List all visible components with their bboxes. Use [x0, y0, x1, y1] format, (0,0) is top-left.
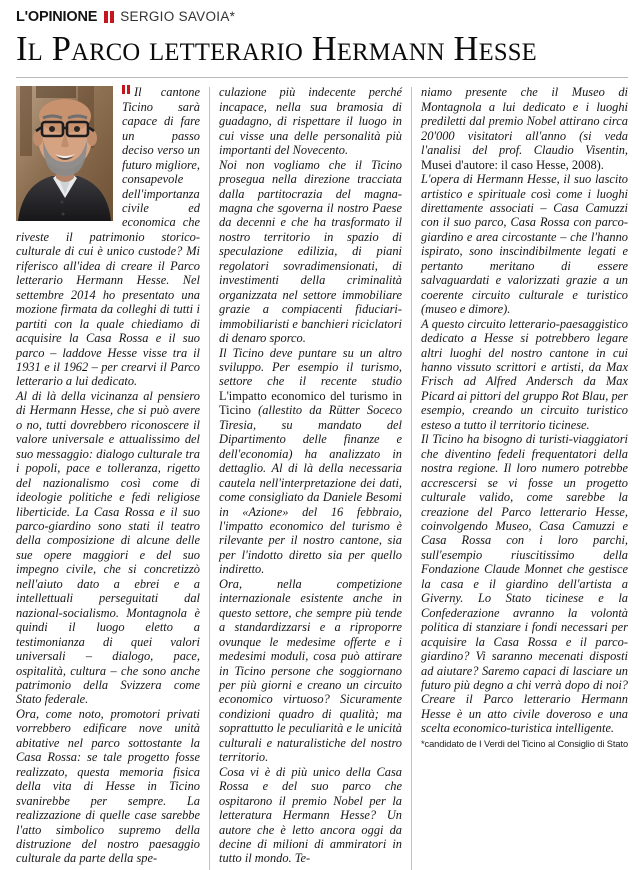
footnote: *candidato de I Verdi del Ticino al Consiglio di Stato [421, 738, 629, 749]
paragraph: Noi non vogliamo che il Ticino prosegua nella direzione tracciata dalla partitocrazia del magna-magna che sgoverna il nostro Paese da decenni e che ha trasformato il nostro territorio in spazio di speculazione edilizia, di piani regolatori sovradimensionati, di investimenti della criminalità organizzata nel settore immobiliare grazie a compiacenti fiduciari-immobiliaristi e banchieri riciclatori di denaro sporco. [219, 157, 402, 346]
portrait-image [16, 86, 113, 221]
article-columns [16, 85, 628, 865]
paragraph-text: niamo presente che il Museo di Montagnola a lui dedicato e i luoghi prediletti dal premio Nobel attirano circa 20'000 visitatori all'anno (si veda l'analisi del prof. Claudio Visentin, [421, 85, 628, 158]
red-bars-icon [104, 11, 114, 23]
paragraph-text: Il Ticino deve puntare su un altro sviluppo. Per esempio il turismo, settore che il recente studio [219, 345, 402, 389]
paragraph: Cosa vi è di più unico della Casa Rossa e del suo parco che ospitarono il premio Nobel per la letteratura Hermann Hesse? Un autore che è letto ancora oggi da decine di milioni di ammiratori in tutto il mondo. Te- [219, 764, 402, 866]
paragraph [421, 85, 628, 172]
paragraph-text: 2008). [568, 157, 604, 172]
paragraph: A questo circuito letterario-paesaggistico dedicato a Hesse si potrebbero legare altri luoghi del nostro cantone in cui hanno vissuto scrittori e artisti, da Max Frisch ad Alfred Andersch da Max Picard ai pittori del gruppo Rot Blau, per esempio, creando un circuito turistico esteso a tutto il territorio ticinese. [421, 316, 628, 432]
kicker-label: L'OPINIONE [16, 8, 98, 25]
book-title: Musei d'autore: il caso Hesse, [421, 157, 569, 172]
study-title: L'impatto economico del turismo in Ticino [219, 388, 402, 418]
paragraph-text: (allestito da Rütter Soceco Tiresia, su mandato del Dipartimento delle finanze e dell'economia) ha analizzato in dettaglio. Al di là della necessaria cautela nell'interpretazione dei dati, come consigliato da Daniele Besomi in «Azione» del 16 febbraio, l'impatto economico del turismo è rilevante per il nostro cantone, sia per l'indotto diretto sia per quello indiretto. [219, 403, 402, 577]
column-3 [411, 85, 628, 865]
column-2-text [219, 85, 402, 865]
lead-paragraph-text: Il cantone Ticino sarà capace di fare un passo deciso verso un futuro migliore, consapevole dell'importanza civile ed economica che riveste il patrimonio storico-culturale di cui è unico custode? Mi riferisco all'idea di creare il Parco letterario Hermann Hesse. Nel settembre 2014 ho presentato una mozione firmata da colleghi di tutti i partiti con la quale chiediamo di acquisire la Casa Rossa e il suo parco – laddove Hesse visse tra il 1931 e il 1962 – per crearvi il Parco letterario a lui dedicato. [16, 85, 200, 389]
paragraph: culazione più indecente perché incapace, nella sua bramosia di guadagno, di rispettare il luogo in cui visse una delle personalità più importanti del Novecento. [219, 85, 402, 158]
paragraph: L'opera di Hermann Hesse, il suo lascito artistico e spirituale così come i luoghi direttamente associati – Casa Camuzzi con il suo parco, Casa Rossa con parco-giardino e area circostante – che l'hanno ispirato, sono inscindibilmente legati e pertanto meritano di essere salvaguardati e valorizzati grazie a un coerente circuito culturale e turistico (museo e dimore). [421, 172, 628, 317]
paragraph: Ora, nella competizione internazionale esistente anche in questo settore, che sempre più tende a standardizzarsi e a riproporre ovunque le medesime offerte e i medesimi moduli, cosa può attirare in Ticino persone che soggiornano per più giorni e creano un circuito economico virtuoso? Sicuramente condizioni quadro di qualità; ma soprattutto le peculiarità e le unicità culturali e naturalistiche del nostro territorio. [219, 576, 402, 765]
paragraph: Al di là della vicinanza al pensiero di Hermann Hesse, che si può avere o no, tutti dovrebbero riconoscere il valore universale e attualissimo del suo messaggio: dialogo culturale tra i popoli, pace e tolleranza, rigetto del nazionalismo così come di ideologie politiche e fedi religiose liberticide. La Casa Rossa e il suo parco-giardino sono stati il teatro della composizione di alcune delle sue opere maggiori e del suo impegno civile, che si concretizzò nell'aiuto dato a ebrei e a intellettuali perseguitati dal nazional-socialismo. Montagnola è quindi il luogo eletto a testimonianza di quei valori universali – dialogo, pace, ospitalità, cultura – che sono anche patrimonio della Svizzera come Stato federale. [16, 388, 200, 707]
column-3-text [421, 85, 628, 735]
paragraph: Ora, come noto, promotori privati vorrebbero edificare nove unità abitative nel parco sottostante la Casa Rossa: se tale progetto fosse realizzato, questa memoria fisica della vita di Hesse in Ticino svanirebbe per sempre. La realizzazione di quelle case sarebbe l'atto simbolico supremo della distruzione del nostro paesaggio culturale da parte della spe- [16, 706, 200, 866]
byline-author: SERGIO SAVOIA* [120, 9, 236, 25]
column-2 [209, 85, 411, 865]
paragraph [219, 346, 402, 577]
author-photo [16, 86, 113, 221]
red-bars-icon [122, 85, 130, 94]
kicker-bar [16, 9, 628, 25]
column-1 [16, 85, 209, 865]
page-title: Il Parco letterario Hermann Hesse [16, 29, 537, 68]
headline-divider [16, 77, 628, 78]
paragraph: Il Ticino ha bisogno di turisti-viaggiatori che diventino fedeli frequentatori della nostra regione. Il loro numero potrebbe accrescersi se vi fosse un progetto culturale valido, come sarebbe la creazione del Parco letterario Hesse, coinvolgendo Museo, Casa Camuzzi e Casa Rossa con i loro parchi, sull'esempio riuscitissimo della Fondazione Claude Monnet che gestisce la casa e il giardino dell'artista a Giverny. Lo Stato ticinese e la Confederazione avranno la volontà politica di stanziare i fondi necessari per acquisire la Casa Rossa e il parco-giardino? Vi saranno mecenati disposti ad aiutare? Saremo capaci di lasciare un futuro più degno a chi verrà dopo di noi? Creare il Parco letterario Hermann Hesse è un atto civile doveroso e una scelta economico-turistica intelligente. [421, 432, 628, 736]
